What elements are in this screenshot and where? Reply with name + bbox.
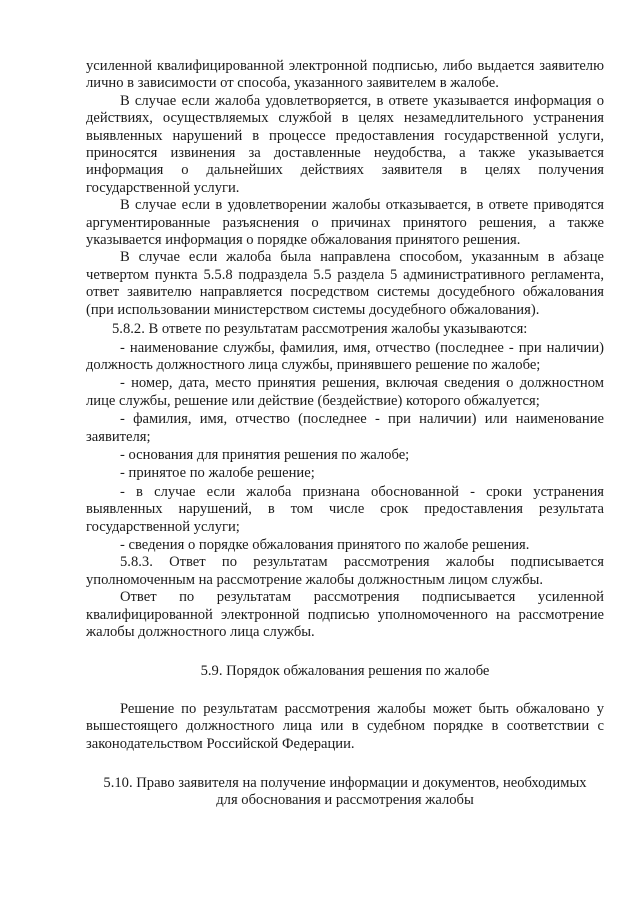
list-item: - принятое по жалобе решение; xyxy=(120,465,315,482)
paragraph-complaint-satisfied: В случае если жалоба удовлетворяется, в ответе указывается информация о действиях, осуществляемых службой в целях незамедлительного устранения выявленных нарушений в процессе предоставления государственной услуги, приносятся извинения за доставленные неудобства, а также указывается информация о дальнейших действиях заявителя в целях получения государственной услуги. xyxy=(86,92,604,196)
paragraph-582-lead: 5.8.2. В ответе по результатам рассмотрения жалобы указываются: xyxy=(112,321,528,338)
section-heading-510 xyxy=(86,775,604,810)
section-heading-59: 5.9. Порядок обжалования решения по жалобе xyxy=(200,663,490,680)
list-item: - сведения о порядке обжалования принятого по жалобе решения. xyxy=(120,536,530,553)
list-item: - номер, дата, место принятия решения, включая сведения о должностном лице службы, решение или действие (бездействие) которого обжалуется; xyxy=(86,375,604,409)
document-page xyxy=(86,58,604,810)
list-item: - наименование службы, фамилия, имя, отчество (последнее - при наличии) должность должностного лица службы, принявшего решение по жалобе; xyxy=(86,339,604,373)
list-item: - основания для принятия решения по жалобе; xyxy=(120,446,410,463)
paragraph-59: Решение по результатам рассмотрения жалобы может быть обжаловано у вышестоящего должностного лица или в судебном порядке в соответствии с законодательством Российской Федерации. xyxy=(86,700,604,752)
paragraph-complaint-refused: В случае если в удовлетворении жалобы отказывается, в ответе приводятся аргументированные разъяснения о причинах принятого решения, а также указывается информация о порядке обжалования принятого решения. xyxy=(86,197,604,249)
paragraph-583-esign: Ответ по результатам рассмотрения подписывается усиленной квалифицированной электронной подписью уполномоченного на рассмотрение жалобы должностного лица службы. xyxy=(86,589,604,640)
paragraph-response-channel: В случае если жалоба была направлена способом, указанным в абзаце четвертом пункта 5.5.8 подраздела 5.5 раздела 5 административного регламента, ответ заявителю направляется посредством системы досудебного обжалования (при использовании министерством системы досудебного обжалования). xyxy=(86,249,604,318)
paragraph-583: 5.8.3. Ответ по результатам рассмотрения жалобы подписывается уполномоченным на рассмотрение жалобы должностным лицом службы. xyxy=(86,554,604,588)
section-heading-510-line1: 5.10. Право заявителя на получение информации и документов, необходимых xyxy=(103,775,587,792)
paragraph-intro: усиленной квалифицированной электронной подписью, либо выдается заявителю лично в зависимости от способа, указанного заявителем в жалобе. xyxy=(86,58,604,92)
list-item: - в случае если жалоба признана обоснованной - сроки устранения выявленных нарушений, в том числе срок предоставления результата государственной услуги; xyxy=(86,483,604,535)
list-582 xyxy=(86,340,604,555)
section-heading-510-line2: для обоснования и рассмотрения жалобы xyxy=(216,792,474,809)
list-item: - фамилия, имя, отчество (последнее - при наличии) или наименование заявителя; xyxy=(86,411,604,445)
